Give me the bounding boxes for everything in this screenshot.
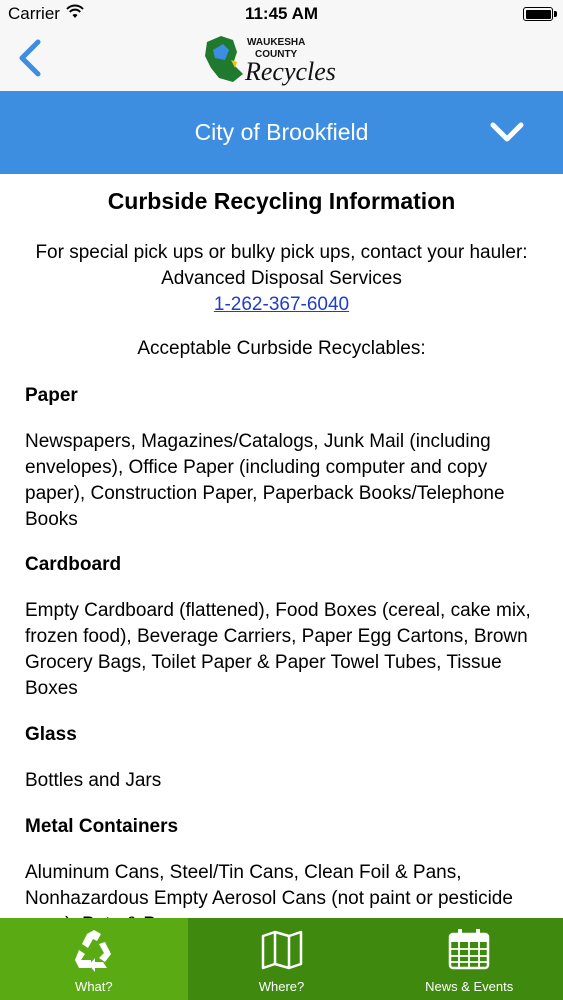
tab-news-events[interactable] [375, 918, 563, 1000]
section-body: Aluminum Cans, Steel/Tin Cans, Clean Foil & Pans, Nonhazardous Empty Aerosol Cans (not paint or pesticide [25, 862, 513, 909]
section-paper [25, 383, 540, 533]
section-body: Bottles and Jars [25, 770, 162, 791]
back-button[interactable] [14, 38, 46, 78]
section-heading: Cardboard [25, 554, 122, 575]
chevron-down-icon[interactable] [489, 121, 525, 145]
tab-where-label: Where? [258, 979, 305, 994]
acceptable-heading: Acceptable Curbside Recyclables: [137, 338, 426, 359]
contact-text: For special pick ups or bulky pick ups, contact your hauler: Advanced Disposal Services [35, 242, 528, 289]
logo-line3: Recycles [245, 57, 336, 86]
section-heading: Paper [25, 385, 78, 406]
recycle-icon [71, 928, 117, 972]
tab-bar [0, 918, 563, 1000]
carrier-label: Carrier [8, 4, 60, 23]
tab-what-label: What? [75, 979, 113, 994]
calendar-icon [446, 928, 492, 972]
city-name: City of Brookfield [194, 119, 369, 145]
tab-what[interactable] [0, 918, 188, 1000]
section-heading: Metal Containers [25, 816, 179, 837]
navigation-bar [0, 30, 563, 92]
section-body: Empty Cardboard (flattened), Food Boxes (cereal, cake mix, frozen food), Beverage Carriers, Paper Egg Cartons, Brown Grocery Bags, Toilet Paper & Paper Towel Tubes, Tissue Boxes [25, 600, 531, 699]
section-heading: Glass [25, 724, 77, 745]
city-selector[interactable] [0, 91, 563, 174]
phone-link[interactable]: 1-262-367-6040 [213, 294, 350, 315]
map-icon [259, 928, 305, 972]
section-body: Newspapers, Magazines/Catalogs, Junk Mail (including envelopes), Office Paper (including computer and copy paper), Construction Paper, Paperback Books/Telephone Books [25, 431, 505, 530]
tab-where[interactable] [188, 918, 376, 1000]
battery-icon [523, 7, 553, 21]
contact-info [20, 240, 543, 318]
tab-news-events-label: News & Events [425, 979, 514, 994]
recycling-info-content[interactable] [0, 174, 563, 918]
clock: 11:45 AM [244, 4, 319, 23]
section-glass [25, 722, 540, 794]
logo-line2: COUNTY [255, 49, 298, 60]
waukesha-county-recycles-logo [203, 30, 363, 88]
logo-line1: WAUKESHA [247, 37, 306, 48]
section-cardboard [25, 552, 540, 702]
status-bar [0, 0, 563, 30]
page-title: Curbside Recycling Information [107, 188, 456, 214]
